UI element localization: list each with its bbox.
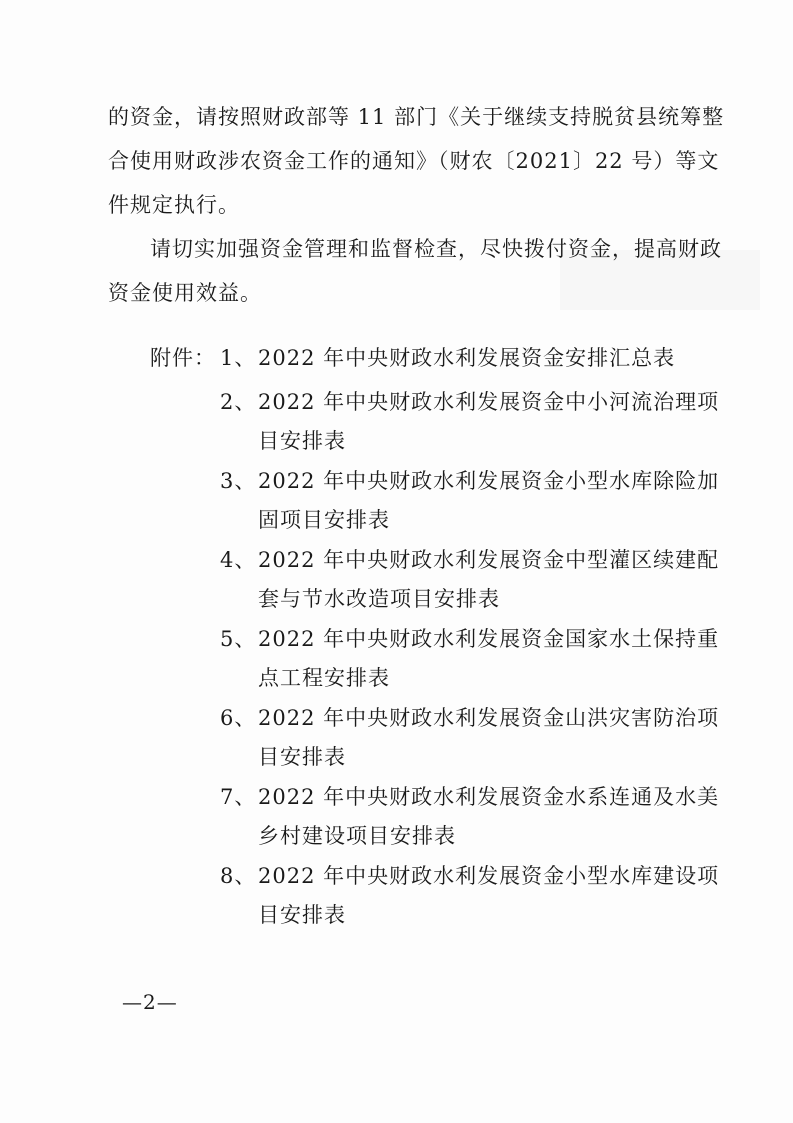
attachment-item-6-number: 6、	[220, 706, 257, 730]
attachment-item-1-line-1: 2022 年中央财政水利发展资金安排汇总表	[258, 346, 676, 370]
attachment-item-2-number: 2、	[220, 390, 257, 414]
attachment-item-6-line-1: 2022 年中央财政水利发展资金山洪灾害防治项	[258, 706, 720, 730]
attachment-item-4-line-2: 套与节水改造项目安排表	[258, 587, 500, 611]
attachment-item-2-line-2: 目安排表	[258, 429, 346, 453]
attachment-item-7-line-1: 2022 年中央财政水利发展资金水系连通及水美	[258, 785, 720, 809]
attachment-item-5-number: 5、	[220, 627, 257, 651]
paragraph-2-line-2: 资金使用效益。	[108, 281, 262, 305]
attachment-item-8-number: 8、	[220, 864, 257, 888]
attachment-item-6-line-2: 目安排表	[258, 745, 346, 769]
attachment-item-5-line-2: 点工程安排表	[258, 666, 390, 690]
attachment-item-2-line-1: 2022 年中央财政水利发展资金中小河流治理项	[258, 390, 720, 414]
attachment-item-4-number: 4、	[220, 548, 257, 572]
paragraph-1-line-2: 合使用财政涉农资金工作的通知》（财农〔2021〕22 号）等文	[108, 149, 720, 173]
attachment-item-7-number: 7、	[220, 785, 257, 809]
attachment-item-1-number: 1、	[220, 346, 257, 370]
paragraph-1-line-3: 件规定执行。	[108, 193, 240, 217]
paragraph-1-line-1: 的资金，请按照财政部等 11 部门《关于继续支持脱贫县统筹整	[108, 105, 725, 129]
paragraph-2-line-1: 请切实加强资金管理和监督检查，尽快拨付资金，提高财政	[150, 237, 722, 261]
attachment-item-3-line-1: 2022 年中央财政水利发展资金小型水库除险加	[258, 469, 720, 493]
attachment-item-8-line-1: 2022 年中央财政水利发展资金小型水库建设项	[258, 864, 720, 888]
attachment-item-5-line-1: 2022 年中央财政水利发展资金国家水土保持重	[258, 627, 720, 651]
attachment-item-8-line-2: 目安排表	[258, 903, 346, 927]
attachment-item-7-line-2: 乡村建设项目安排表	[258, 824, 456, 848]
attachment-item-4-line-1: 2022 年中央财政水利发展资金中型灌区续建配	[258, 548, 720, 572]
page-number: —2—	[122, 990, 178, 1014]
attachment-item-3-line-2: 固项目安排表	[258, 508, 390, 532]
attachment-item-3-number: 3、	[220, 469, 257, 493]
attachments-label: 附件：	[150, 346, 216, 370]
